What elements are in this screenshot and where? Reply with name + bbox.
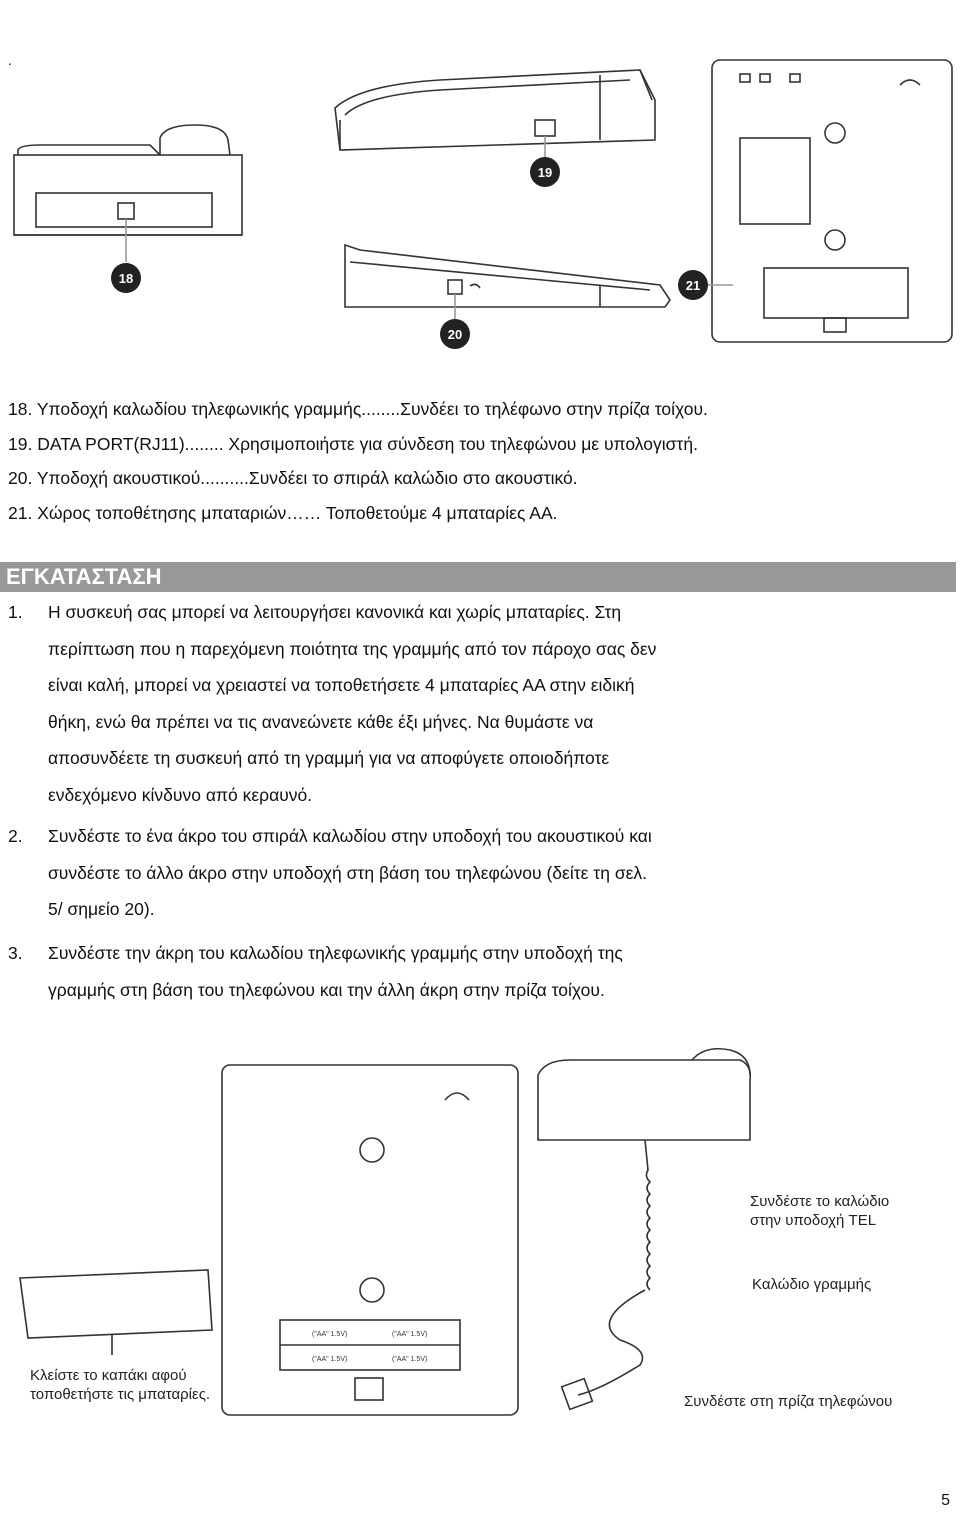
step-line: θήκη, ενώ θα πρέπει να τις ανανεώνετε κάθε έξι μήνες. Να θυμάστε να <box>48 711 594 732</box>
step-number: 3. <box>8 943 23 963</box>
parts-list-item-20: 20. Υποδοχή ακουστικού..........Συνδέει το σπιράλ καλώδιο στο ακουστικό. <box>8 468 578 488</box>
phone-side-view <box>345 245 670 322</box>
badge-18-label: 18 <box>118 271 134 286</box>
phone-bottom-view <box>705 60 952 342</box>
battery-label-3: ("AA" 1.5V) <box>312 1356 348 1363</box>
step-line: Η συσκευή σας μπορεί να λειτουργήσει κανονικά και χωρίς μπαταρίες. Στη <box>48 602 622 622</box>
step-line: γραμμής στη βάση του τηλεφώνου και την άλλη άκρη στην πρίζα τοίχου. <box>48 979 605 1000</box>
step-line: περίπτωση που η παρεχόμενη ποιότητα της γραμμής από τον πάροχο σας δεν <box>48 638 657 659</box>
badge-20-label: 20 <box>447 327 463 342</box>
callout-close-lid <box>30 1366 210 1404</box>
callout-line: τοποθετήστε τις μπαταρίες. <box>30 1386 211 1403</box>
callout-connect-wall: Συνδέστε στη πρίζα τηλεφώνου <box>684 1393 893 1410</box>
callout-line: Συνδέστε το καλώδιο <box>750 1193 890 1210</box>
step-line: 5/ σημείο 20). <box>48 899 155 919</box>
step-line: Συνδέστε το ένα άκρο του σπιράλ καλωδίου στην υποδοχή του ακουστικού και <box>48 826 652 846</box>
callout-line: Κλείστε το καπάκι αφού <box>30 1367 187 1384</box>
top-dot-mark: . <box>8 52 12 68</box>
step-line: Συνδέστε την άκρη του καλωδίου τηλεφωνικής γραμμής στην υποδοχή της <box>48 943 623 963</box>
phone-front-view <box>14 125 242 262</box>
step-line: συνδέστε το άλλο άκρο στην υποδοχή στη βάση του τηλεφώνου (δείτε τη σελ. <box>48 862 648 883</box>
battery-cells <box>312 1331 427 1363</box>
step-line: είναι καλή, μπορεί να χρειαστεί να τοποθετήσετε 4 μπαταρίες ΑΑ στην ειδική <box>48 675 635 695</box>
badge-19-label: 19 <box>537 165 553 180</box>
callout-line: στην υποδοχή TEL <box>750 1212 877 1229</box>
step-number: 2. <box>8 826 23 846</box>
battery-label-2: ("AA" 1.5V) <box>392 1331 428 1338</box>
battery-lid <box>20 1270 212 1355</box>
callout-line-cable: Καλώδιο γραμμής <box>752 1276 872 1293</box>
phone-side-top-view <box>335 70 655 160</box>
step-number: 1. <box>8 602 23 622</box>
step-line: ενδεχόμενο κίνδυνο από κεραυνό. <box>48 784 313 805</box>
step-line: αποσυνδέετε τη συσκευή από τη γραμμή για να αποφύγετε οποιοδήποτε <box>48 748 610 768</box>
parts-list-item-19: 19. DATA PORT(RJ11)........ Χρησιμοποιήστε για σύνδεση του τηλεφώνου με υπολογιστή. <box>8 433 698 454</box>
parts-list <box>8 392 708 530</box>
callout-connect-tel <box>750 1192 889 1230</box>
battery-label-1: ("AA" 1.5V) <box>312 1331 348 1338</box>
parts-list-item-21: 21. Χώρος τοποθέτησης μπαταριών…… Τοποθετούμε 4 μπαταρίες ΑΑ. <box>8 502 558 523</box>
page-number: 5 <box>941 1492 950 1509</box>
figure-badges <box>111 157 708 349</box>
section-heading: ΕΓΚΑΤΑΣΤΑΣΗ <box>0 562 956 592</box>
badge-21-label: 21 <box>685 278 701 293</box>
phone-base-open-battery <box>222 1065 518 1415</box>
parts-list-item-18: 18. Υποδοχή καλωδίου τηλεφωνικής γραμμής........Συνδέει το τηλέφωνο στην πρίζα τοίχου. <box>8 399 708 419</box>
phone-with-cable <box>538 1049 750 1410</box>
battery-label-4: ("AA" 1.5V) <box>392 1356 428 1363</box>
